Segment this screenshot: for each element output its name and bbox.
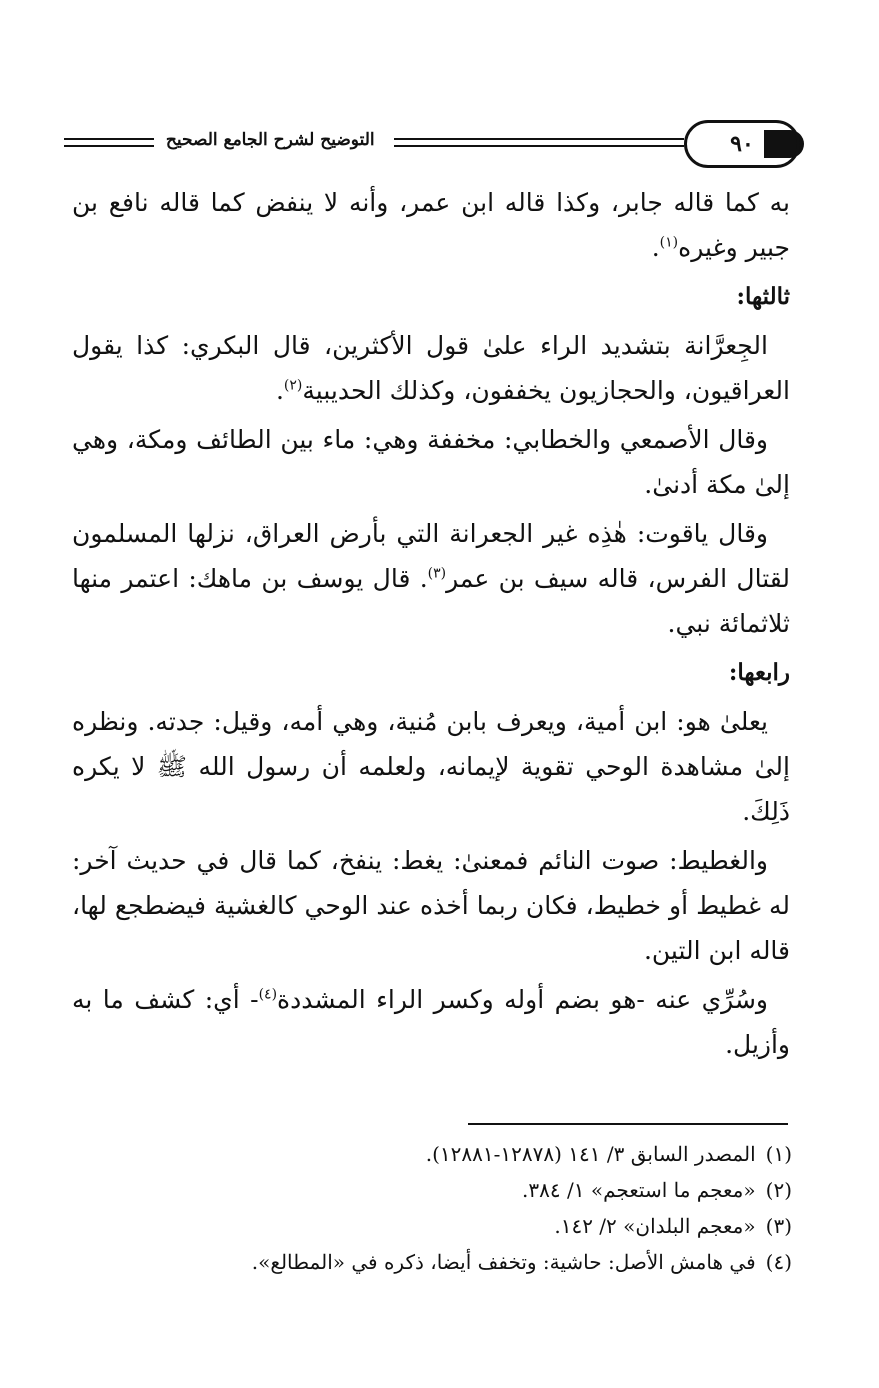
paragraph-text: وقال ياقوت: هٰذِه غير الجعرانة التي بأرض العراق، نزلها المسلمون لقتال الفرس، قاله سيف بن عمر (72, 519, 790, 593)
footnote-number: (٤) (765, 1250, 792, 1274)
footnote (160, 1172, 792, 1208)
footnote (160, 1136, 792, 1172)
paragraph-text: وسُرِّي عنه -هو بضم أوله وكسر الراء المشددة (277, 985, 768, 1014)
main-text (72, 180, 790, 1071)
footnote-marker[interactable]: (١) (659, 234, 679, 251)
header-rule-right-2 (394, 145, 684, 147)
footnote-number: (٢) (765, 1178, 792, 1202)
header-rule-right (394, 138, 684, 140)
section-heading: ثالثها: (736, 283, 790, 310)
footnote-number: (١) (765, 1142, 792, 1166)
paragraph (72, 180, 790, 270)
header-rule-left (64, 138, 154, 140)
paragraph (72, 323, 790, 413)
footnote-text: «معجم البلدان» ٢/ ١٤٢. (554, 1214, 756, 1238)
footnote-text: المصدر السابق ٣/ ١٤١ (١٢٨٧٨-١٢٨٨١). (425, 1142, 756, 1166)
footnote-marker[interactable]: (٣) (427, 565, 447, 582)
footnote-text: «معجم ما استعجم» ١/ ٣٨٤. (522, 1178, 756, 1202)
paragraph-tail: . (651, 233, 660, 262)
footnote (160, 1208, 792, 1244)
paragraph (72, 838, 790, 973)
paragraph-tail: - أي: كشف ما به وأزيل. (72, 985, 790, 1059)
footnote-marker[interactable]: (٤) (258, 986, 278, 1003)
paragraph (72, 699, 790, 834)
paragraph-text: والغطيط: صوت النائم فمعنىٰ: يغط: ينفخ، كما قال في حديث آخر: له غطيط أو خطيط، فكان ربما أخذه عند الوحي كالغشية فيضطجع لها، قاله ابن التين. (72, 846, 790, 965)
paragraph-text: وقال الأصمعي والخطابي: مخففة وهي: ماء بين الطائف ومكة، وهي إلىٰ مكة أدنىٰ. (72, 425, 790, 499)
footnote-text: في هامش الأصل: حاشية: وتخفف أيضا، ذكره في «المطالع». (251, 1250, 756, 1274)
paragraph-tail: . قال يوسف بن ماهك: اعتمر منها ثلاثمائة نبي. (72, 564, 790, 638)
paragraph (72, 977, 790, 1067)
footnote (160, 1244, 792, 1280)
paragraph-tail: . (275, 376, 284, 405)
header-rule-left-2 (64, 145, 154, 147)
paragraph (72, 511, 790, 646)
paragraph-text: الجِعرَّانة بتشديد الراء علىٰ قول الأكثرين، قال البكري: كذا يقول العراقيون، والحجازيون يخففون، وكذلك الحديبية (72, 331, 790, 405)
footnote-separator (468, 1123, 788, 1125)
footnote-number: (٣) (765, 1214, 792, 1238)
paragraph (72, 417, 790, 507)
footnote-marker[interactable]: (٢) (283, 377, 303, 394)
footnotes (160, 1136, 792, 1280)
page-number: ٩٠ (684, 120, 800, 168)
paragraph-text: به كما قاله جابر، وكذا قاله ابن عمر، وأنه لا ينفض كما قاله نافع بن جبير وغيره (72, 188, 790, 262)
section-heading: رابعها: (728, 659, 790, 686)
page-header (64, 118, 798, 168)
running-title-text: التوضيح لشرح الجامع الصحيح (165, 130, 375, 150)
paragraph-text: يعلىٰ هو: ابن أمية، ويعرف بابن مُنية، وهي أمه، وقيل: جدته. ونظره إلىٰ مشاهدة الوحي تقوية لإيمانه، ولعلمه أن رسول الله ﷺ لا يكره ذَلِكَ. (72, 707, 790, 826)
